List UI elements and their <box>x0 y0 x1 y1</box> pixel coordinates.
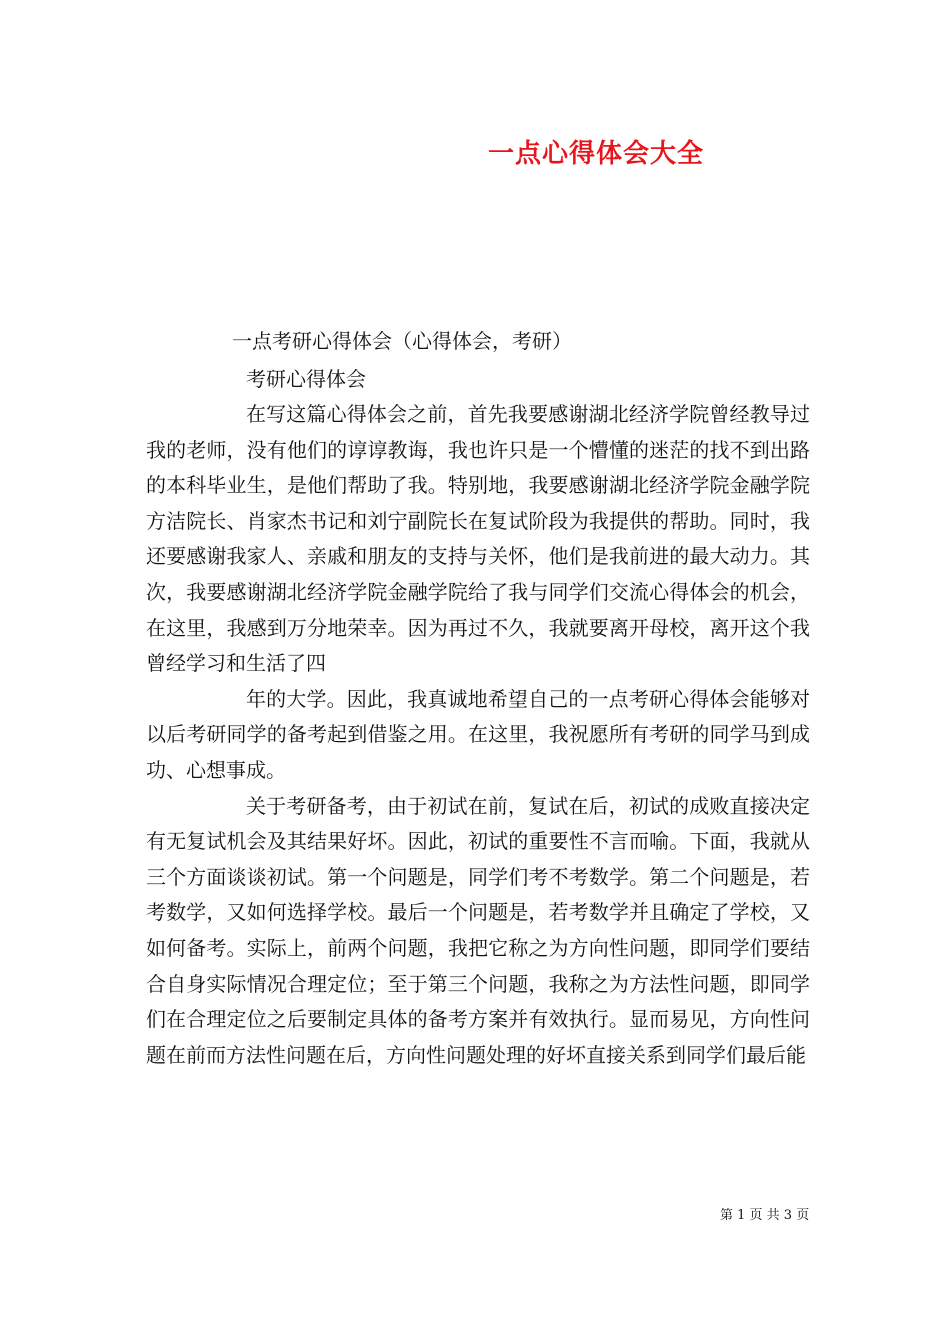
document-title: 一点心得体会大全 <box>488 139 705 169</box>
body-text <box>146 397 810 1073</box>
document-subtitle: 一点考研心得体会（心得体会，考研） <box>232 329 572 353</box>
paragraph: 关于考研备考，由于初试在前，复试在后，初试的成败直接决定有无复试机会及其结果好坏。因此，初试的重要性不言而喻。下面，我就从三个方面谈谈初试。第一个问题是，同学们考不考数学。第二个问题是，若考数学，又如何选择学校。最后一个问题是，若考数学并且确定了学校，又如何备考。实际上，前两个问题，我把它称之为方向性问题，即同学们要结合自身实际情况合理定位；至于第三个问题，我称之为方法性问题，即同学们在合理定位之后要制定具体的备考方案并有效执行。显而易见，方向性问题在前而方法性问题在后，方向性问题处理的好坏直接关系到同学们最后能 <box>146 793 810 1067</box>
paragraph: 在写这篇心得体会之前，首先我要感谢湖北经济学院曾经教导过我的老师，没有他们的谆谆教诲，我也许只是一个懵懂的迷茫的找不到出路的本科毕业生，是他们帮助了我。特别地，我要感谢湖北经济学院金融学院方洁院长、肖家杰书记和刘宁副院长在复试阶段为我提供的帮助。同时，我还要感谢我家人、亲戚和朋友的支持与关怀，他们是我前进的最大动力。其次，我要感谢湖北经济学院金融学院给了我与同学们交流心得体会的机会，在这里，我感到万分地荣幸。因为再过不久，我就要离开母校，离开这个我曾经学习和生活了四 <box>146 402 810 676</box>
paragraph: 年的大学。因此，我真诚地希望自己的一点考研心得体会能够对以后考研同学的备考起到借鉴之用。在这里，我祝愿所有考研的同学马到成功、心想事成。 <box>146 686 810 782</box>
page-footer: 第 1 页 共 3 页 <box>720 1208 810 1223</box>
section-heading: 考研心得体会 <box>246 367 366 391</box>
